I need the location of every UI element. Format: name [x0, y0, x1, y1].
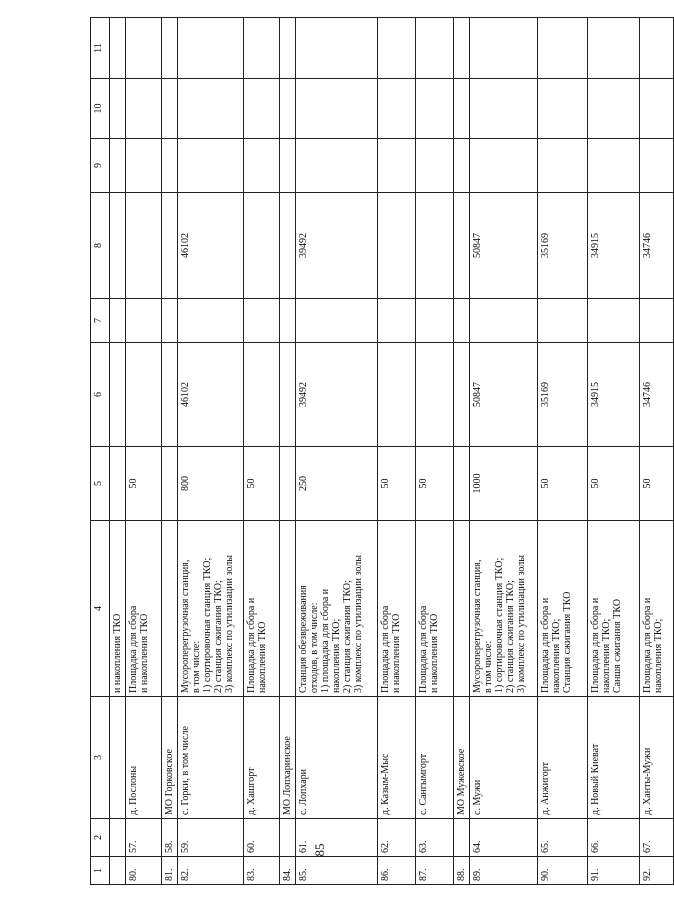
cell-col-7 [162, 299, 178, 343]
facilities-table [90, 17, 674, 885]
cell-col-11 [378, 18, 416, 79]
cell-col-3: д. Хашгорт [244, 697, 280, 819]
cell-col-5: 50 [416, 447, 454, 521]
cell-col-10 [538, 79, 588, 139]
column-header-8: 8 [91, 193, 110, 299]
cell-col-3: МО Горковское [162, 697, 178, 819]
cell-col-10 [470, 79, 538, 139]
cell-col-11 [588, 18, 640, 79]
cell-col-3 [110, 697, 126, 819]
cell-col-5 [454, 447, 470, 521]
cell-col-10 [416, 79, 454, 139]
cell-col-6: 34915 [588, 343, 640, 447]
cell-col-7 [588, 299, 640, 343]
cell-col-3: с. Мужи [470, 697, 538, 819]
cell-col-4: Площадка для сбора и накопления ТКО [416, 521, 454, 697]
cell-col-10 [378, 79, 416, 139]
cell-col-11 [162, 18, 178, 79]
table-row [280, 18, 296, 885]
cell-col-10 [244, 79, 280, 139]
cell-col-3: д. Послоны [126, 697, 162, 819]
cell-col-2: 65. [538, 819, 588, 857]
cell-col-3: д. Казым-Мыс [378, 697, 416, 819]
cell-col-8 [378, 193, 416, 299]
page-number: 85 [312, 843, 327, 857]
column-header-11: 11 [91, 18, 110, 79]
cell-col-1: 89. [470, 857, 538, 885]
cell-col-2: 57. [126, 819, 162, 857]
cell-col-9 [280, 139, 296, 193]
cell-col-4 [162, 521, 178, 697]
table-row [538, 18, 588, 885]
cell-col-11 [296, 18, 378, 79]
cell-col-1 [110, 857, 126, 885]
cell-col-11 [110, 18, 126, 79]
rotated-document-area [90, 18, 664, 885]
cell-col-1: 85. [296, 857, 378, 885]
cell-col-11 [454, 18, 470, 79]
cell-col-6 [280, 343, 296, 447]
table-row [588, 18, 640, 885]
cell-col-9 [178, 139, 244, 193]
cell-col-5: 250 [296, 447, 378, 521]
cell-col-10 [110, 79, 126, 139]
table-row [378, 18, 416, 885]
table-row [178, 18, 244, 885]
cell-col-8 [110, 193, 126, 299]
cell-col-2: 63. [416, 819, 454, 857]
cell-col-5: 50 [244, 447, 280, 521]
cell-col-10 [454, 79, 470, 139]
cell-col-10 [178, 79, 244, 139]
cell-col-4: Станция обезвреживания отходов, в том числе: 1) площадка для сбора и накопления ТКО; 2) станция сжигания ТКО; 3) комплекс по утилизации золы [296, 521, 378, 697]
cell-col-11 [470, 18, 538, 79]
table-row [640, 18, 674, 885]
cell-col-9 [126, 139, 162, 193]
column-header-2: 2 [91, 819, 110, 857]
column-header-9: 9 [91, 139, 110, 193]
cell-col-1: 84. [280, 857, 296, 885]
cell-col-6 [110, 343, 126, 447]
cell-col-4: Площадка для сбора и накопления ТКО; Станция сжигания ТКО [538, 521, 588, 697]
column-header-10: 10 [91, 79, 110, 139]
cell-col-7 [244, 299, 280, 343]
cell-col-7 [280, 299, 296, 343]
cell-col-5: 50 [378, 447, 416, 521]
cell-col-8: 46102 [178, 193, 244, 299]
cell-col-7 [110, 299, 126, 343]
cell-col-4: Площадка для сбора и накопления ТКО; [640, 521, 674, 697]
column-header-6: 6 [91, 343, 110, 447]
cell-col-5: 50 [640, 447, 674, 521]
cell-col-2: 62. [378, 819, 416, 857]
table-row [126, 18, 162, 885]
cell-col-6: 34746 [640, 343, 674, 447]
cell-col-8 [162, 193, 178, 299]
cell-col-9 [588, 139, 640, 193]
cell-col-11 [178, 18, 244, 79]
cell-col-9 [538, 139, 588, 193]
cell-col-9 [416, 139, 454, 193]
cell-col-9 [296, 139, 378, 193]
cell-col-6 [162, 343, 178, 447]
cell-col-2 [110, 819, 126, 857]
column-header-7: 7 [91, 299, 110, 343]
cell-col-5 [110, 447, 126, 521]
cell-col-6: 46102 [178, 343, 244, 447]
table-row [244, 18, 280, 885]
cell-col-8: 35169 [538, 193, 588, 299]
cell-col-4: и накопления ТКО [110, 521, 126, 697]
cell-col-7 [378, 299, 416, 343]
cell-col-10 [640, 79, 674, 139]
cell-col-2: 60. [244, 819, 280, 857]
cell-col-10 [588, 79, 640, 139]
column-header-3: 3 [91, 697, 110, 819]
cell-col-2: 59. [178, 819, 244, 857]
table-row [454, 18, 470, 885]
cell-col-10 [162, 79, 178, 139]
cell-col-10 [126, 79, 162, 139]
column-header-4: 4 [91, 521, 110, 697]
cell-col-6 [244, 343, 280, 447]
cell-col-8: 39492 [296, 193, 378, 299]
table-header [91, 18, 110, 885]
cell-col-3: МО Мужевское [454, 697, 470, 819]
cell-col-6: 39492 [296, 343, 378, 447]
cell-col-3: МО Лопхаринское [280, 697, 296, 819]
cell-col-1: 82. [178, 857, 244, 885]
cell-col-10 [280, 79, 296, 139]
cell-col-11 [416, 18, 454, 79]
cell-col-4: Мусороперегрузочная станция, в том числе: 1) сортировочная станция ТКО; 2) станция сжигания ТКО; 3) комплекс по утилизации золы [470, 521, 538, 697]
cell-col-9 [244, 139, 280, 193]
cell-col-1: 90. [538, 857, 588, 885]
column-header-1: 1 [91, 857, 110, 885]
cell-col-2 [280, 819, 296, 857]
cell-col-3: с. Лопхари [296, 697, 378, 819]
cell-col-5: 1000 [470, 447, 538, 521]
table-row [416, 18, 454, 885]
cell-col-8: 50847 [470, 193, 538, 299]
cell-col-8: 34915 [588, 193, 640, 299]
cell-col-5: 50 [538, 447, 588, 521]
cell-col-2: 66. [588, 819, 640, 857]
cell-col-8 [454, 193, 470, 299]
cell-col-7 [178, 299, 244, 343]
cell-col-6: 35169 [538, 343, 588, 447]
cell-col-11 [640, 18, 674, 79]
cell-col-3: с. Сангымгорт [416, 697, 454, 819]
cell-col-11 [538, 18, 588, 79]
cell-col-7 [470, 299, 538, 343]
cell-col-2: 61. [296, 819, 378, 857]
cell-col-4 [280, 521, 296, 697]
table-row [110, 18, 126, 885]
cell-col-7 [126, 299, 162, 343]
cell-col-8 [280, 193, 296, 299]
cell-col-8 [126, 193, 162, 299]
cell-col-9 [162, 139, 178, 193]
cell-col-7 [640, 299, 674, 343]
cell-col-4: Площадка для сбора и накопления ТКО [126, 521, 162, 697]
cell-col-3: д. Ханты-Мужи [640, 697, 674, 819]
cell-col-8 [244, 193, 280, 299]
cell-col-11 [280, 18, 296, 79]
cell-col-3: с. Горки, в том числе [178, 697, 244, 819]
cell-col-5: 800 [178, 447, 244, 521]
cell-col-1: 88. [454, 857, 470, 885]
cell-col-2: 64. [470, 819, 538, 857]
cell-col-4: Площадка для сбора и накопления ТКО [378, 521, 416, 697]
cell-col-8: 34746 [640, 193, 674, 299]
cell-col-1: 86. [378, 857, 416, 885]
cell-col-1: 83. [244, 857, 280, 885]
cell-col-6 [416, 343, 454, 447]
table-row [162, 18, 178, 885]
cell-col-5 [280, 447, 296, 521]
cell-col-1: 80. [126, 857, 162, 885]
cell-col-7 [296, 299, 378, 343]
cell-col-11 [126, 18, 162, 79]
cell-col-9 [110, 139, 126, 193]
cell-col-4: Площадка для сбора и накопления ТКО; Саншя сжигания ТКО [588, 521, 640, 697]
cell-col-11 [244, 18, 280, 79]
cell-col-8 [416, 193, 454, 299]
cell-col-2: 58. [162, 819, 178, 857]
cell-col-10 [296, 79, 378, 139]
cell-col-4: Площадка для сбора и накопления ТКО [244, 521, 280, 697]
column-header-5: 5 [91, 447, 110, 521]
cell-col-1: 92. [640, 857, 674, 885]
cell-col-1: 81. [162, 857, 178, 885]
cell-col-4 [454, 521, 470, 697]
cell-col-6: 50847 [470, 343, 538, 447]
cell-col-9 [454, 139, 470, 193]
cell-col-1: 91. [588, 857, 640, 885]
header-row [91, 18, 110, 885]
cell-col-9 [640, 139, 674, 193]
cell-col-4: Мусороперегрузочная станция, в том числе: 1) сортировочная станция ТКО; 2) станция сжигания ТКО; 3) комплекс по утилизации золы [178, 521, 244, 697]
cell-col-3: д. Анжигорт [538, 697, 588, 819]
cell-col-6 [126, 343, 162, 447]
cell-col-5 [162, 447, 178, 521]
cell-col-1: 87. [416, 857, 454, 885]
table-row [470, 18, 538, 885]
cell-col-7 [538, 299, 588, 343]
cell-col-6 [378, 343, 416, 447]
cell-col-9 [470, 139, 538, 193]
cell-col-2: 67. [640, 819, 674, 857]
table-body [110, 18, 674, 885]
cell-col-7 [416, 299, 454, 343]
cell-col-5: 50 [588, 447, 640, 521]
cell-col-7 [454, 299, 470, 343]
cell-col-3: д. Новый Киеват [588, 697, 640, 819]
cell-col-5: 50 [126, 447, 162, 521]
cell-col-6 [454, 343, 470, 447]
cell-col-9 [378, 139, 416, 193]
cell-col-2 [454, 819, 470, 857]
table-row [296, 18, 378, 885]
